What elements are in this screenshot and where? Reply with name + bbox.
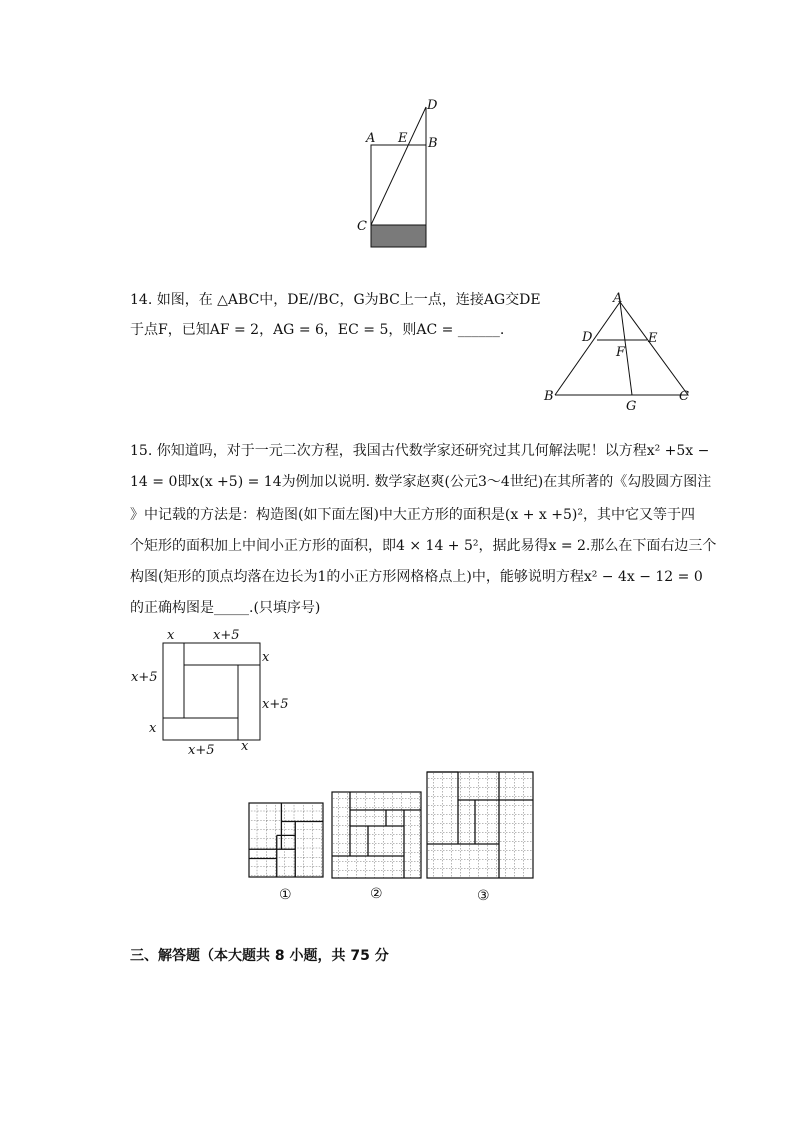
q14-line-2: 于点F，已知AF = 2，AG = 6，EC = 5，则AC = ______. (130, 322, 505, 338)
figure-q15-zhao-shuang (128, 626, 298, 760)
zhao-label-bottom-x: x (241, 739, 249, 754)
grid-3-caption: ③ (477, 888, 490, 904)
figure-q14-label-f: F (616, 345, 626, 360)
grid-1-caption: ① (279, 887, 292, 903)
zhao-label-right-x: x (262, 650, 270, 665)
grid-1-background (249, 803, 323, 877)
figure-q15-grid-3 (425, 770, 537, 908)
figure-q13-shaded-bar (371, 225, 426, 247)
q15-line-4: 个矩形的面积加上中间小正方形的面积，即4 × 14 + 5²，据此易得x = 2.那么在下面右边三个 (130, 538, 717, 554)
q15-line-3: 》中记载的方法是：构造图(如下面左图)中大正方形的面积是(x + x +5)²，其中它又等于四 (130, 507, 695, 523)
zhao-rect-right (238, 665, 260, 740)
figure-q14-label-c: C (679, 389, 689, 404)
figure-q13-line-cd (371, 107, 426, 225)
zhao-outer-square (163, 643, 260, 740)
grid-2-background (332, 792, 421, 878)
q15-line-6: 的正确构图是_____.(只填序号) (130, 600, 321, 616)
zhao-label-top-x: x (167, 628, 175, 643)
zhao-rect-bottom (163, 718, 238, 740)
zhao-label-top-x5: x+5 (213, 628, 240, 643)
figure-q13-label-c: C (357, 219, 367, 234)
figure-q13 (350, 95, 450, 255)
figure-q13-label-e: E (398, 131, 408, 146)
figure-q14-triangle (540, 290, 700, 415)
figure-q15-grid-1 (248, 802, 328, 906)
figure-q14-label-a: A (613, 291, 623, 306)
figure-q14-label-e: E (648, 331, 658, 346)
figure-q13-label-a: A (366, 131, 376, 146)
q15-line-1: 15. 你知道吗，对于一元二次方程，我国古代数学家还研究过其几何解法呢！以方程x² +5x − (130, 443, 710, 459)
grid-2-caption: ② (370, 886, 383, 902)
figure-q14-label-b: B (544, 389, 554, 404)
q14-line-1: 14. 如图，在 △ABC中，DE//BC，G为BC上一点，连接AG交DE (130, 292, 541, 308)
zhao-rect-left (163, 643, 184, 718)
figure-q15-grid-2 (330, 790, 424, 906)
figure-q14-label-d: D (582, 330, 593, 345)
section-3-heading: 三、解答题（本大题共 8 小题，共 75 分 (130, 948, 389, 964)
zhao-label-left-x5: x+5 (131, 670, 158, 685)
figure-q14-label-g: G (626, 399, 637, 414)
zhao-label-right-x5: x+5 (262, 697, 289, 712)
q15-line-2: 14 = 0即x(x +5) = 14为例加以说明. 数学家赵爽(公元3～4世纪)在其所著的《勾股圆方图注 (130, 474, 712, 490)
q15-line-5: 构图(矩形的顶点均落在边长为1的小正方形网格格点上)中，能够说明方程x² − 4x − 12 = 0 (130, 569, 703, 585)
grid-3-background (427, 772, 533, 878)
figure-q13-label-d: D (427, 98, 438, 113)
zhao-label-left-x: x (149, 721, 157, 736)
zhao-rect-top (184, 643, 260, 665)
zhao-label-bottom-x5: x+5 (188, 743, 215, 758)
figure-q13-label-b: B (428, 136, 438, 151)
